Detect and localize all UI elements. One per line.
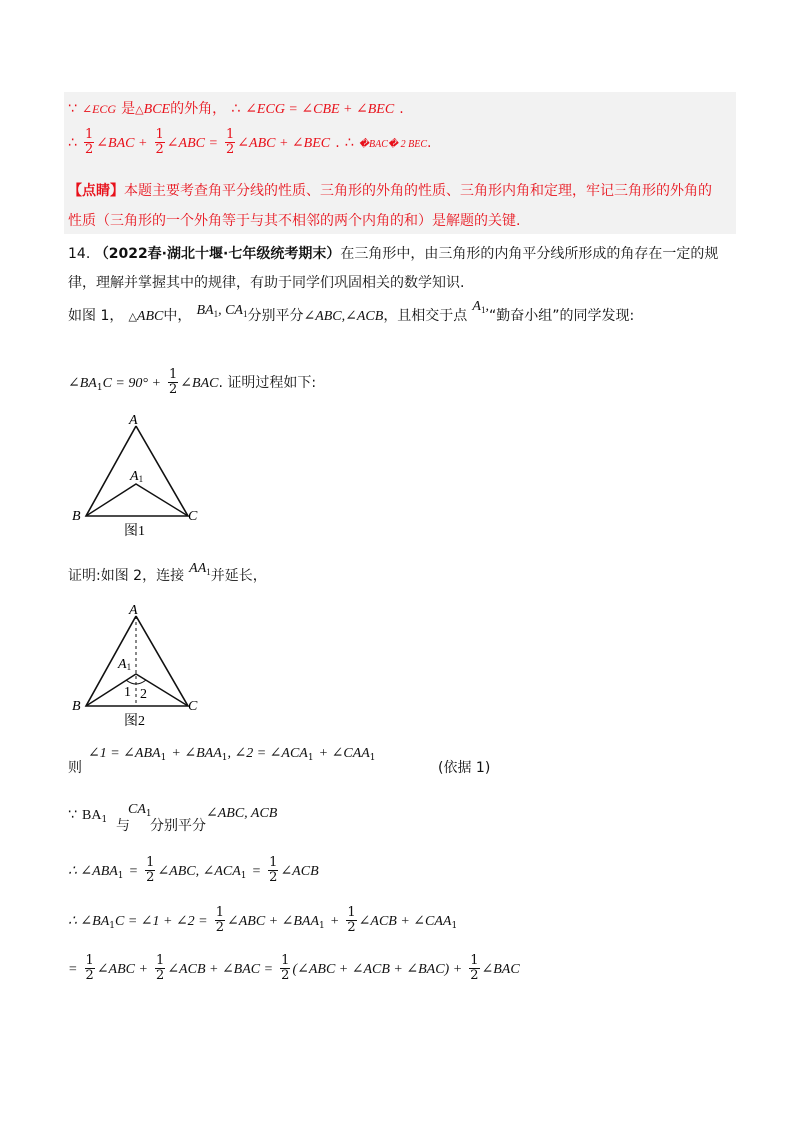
fig1-label-c: C (188, 509, 198, 524)
fig1-caption: 图1 (124, 524, 145, 538)
proof-line-1-eq: ∠1 = $\angle ABA_1$ + $\angle BAA_1$, ∠2 = $\angle ACA_1$ + $\angle CAA_1$ (88, 746, 376, 763)
solution-line-2: ∴ $\frac{1}{2}$ ∠BAC + $\frac{1}{2}$ ∠ABC = $\frac{1}{2}$ ∠ABC + ∠BEC . ∴ �BAC� 2 BEC. (68, 127, 432, 157)
proof-line-5: = $\frac{1}{2}$ ∠ABC + $\frac{1}{2}$ ∠ACB + ∠BAC = $\frac{1}{2}$ (∠ABC + ∠ACB + ∠BAC) + $\frac{1}{2}$ ∠BAC (68, 953, 520, 983)
comment-line-1: 【点睛】本题主要考查角平分线的性质、三角形的外角的性质、三角形内角和定理，牢记三角形的外角的 (68, 183, 712, 199)
proof-line-3: ∴ $\angle ABA_1$ = $\frac{1}{2}$ ∠ABC, $\angle ACA_1$ = $\frac{1}{2}$ ∠ACB (68, 855, 319, 885)
fig1-label-b: B (72, 509, 81, 524)
problem-line-2: 律，理解并掌握其中的规律，有助于同学们巩固相关的数学知识. (68, 275, 465, 291)
fig2-triangle (86, 616, 188, 706)
fig2-label-a: A (129, 603, 138, 618)
fig2-label-2: 2 (140, 687, 147, 702)
figure-1 (66, 408, 216, 538)
problem-claim: $\angle BA_1C = 90^\circ$ + $\frac{1}{2}$ ∠BAC. 证明过程如下: (68, 367, 317, 397)
figure-2 (66, 598, 216, 728)
proof-line-4: ∴ $\angle BA_1C$ = ∠1 + ∠2 = $\frac{1}{2}$ ∠ABC + $\angle BAA_1$ + $\frac{1}{2}$ ∠ACB + $\angle CAA_1$ (68, 905, 458, 935)
proof-intro: 证明:如图 2，连接 $AA_1$并延长， (68, 561, 267, 584)
problem-line-1: 14. （2022春·湖北十堰·七年级统考期末）在三角形中，由三角形的内角平分线所形成的角存在一定的规 (68, 246, 719, 262)
fig2-label-a1: A1 (118, 657, 132, 672)
proof-bisect: 分别平分 (150, 818, 206, 834)
fig2-label-1: 1 (124, 685, 131, 700)
problem-line-3: 如图 1， △ABC中， $BA_1$, $CA_1$分别平分∠ABC,∠ACB，且相交于点 $A_1,“$勤奋小组”的同学发现: (68, 299, 635, 324)
proof-basis: (依据 1) (438, 760, 491, 776)
proof-ca1: $CA_1$ (128, 802, 152, 819)
fig2-label-b: B (72, 699, 81, 714)
fig1-label-a: A (129, 413, 138, 428)
comment-line-2: 性质（三角形的一个外角等于与其不相邻的两个内角的和）是解题的关键. (68, 213, 521, 229)
solution-line-1: ∵ ∠ECG 是△BCE的外角， ∴ ∠ECG = ∠CBE + ∠BEC . (68, 101, 404, 117)
proof-angles: ∠ABC, ACB (206, 806, 278, 821)
fig1-label-a1: A1 (130, 469, 144, 484)
proof-because-line: ∵ $BA_1$ (68, 807, 108, 825)
fig2-label-c: C (188, 699, 198, 714)
proof-with: 与 (116, 818, 130, 834)
proof-then: 则 (68, 760, 82, 776)
fig2-caption: 图2 (124, 714, 145, 728)
